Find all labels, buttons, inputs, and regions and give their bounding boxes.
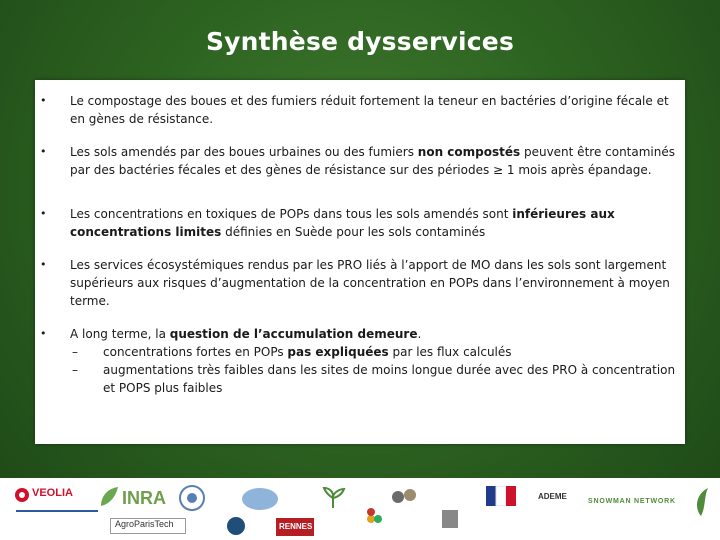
sub-bullet <box>70 361 678 397</box>
rennes-label: RENNES <box>279 522 313 531</box>
bullet-1-part-1: Le compostage des boues et des fumiers <box>70 94 317 108</box>
inra-logo <box>98 484 166 515</box>
bullet-text <box>70 256 678 310</box>
sub-1-part-3: par les flux calculés <box>388 345 512 359</box>
bullet-4-part-1: Les services écosystémiques rendus par les PRO liés à l’apport de MO dans les sols sont largement supérieurs aux risques d’augmentation de la concentration en POPs dans l’environnement à moyen terme. <box>70 258 670 308</box>
sub-1-part-1: concentrations fortes en POPs <box>103 345 288 359</box>
ademe-label: ADEME <box>538 492 567 501</box>
content-panel <box>35 80 685 444</box>
dash-marker: – <box>72 363 78 377</box>
bullet-2-part-3: peuvent être contaminés par des bactéries fécales et des gènes de résistance sur des périodes ≥ 1 mois après épandage. <box>70 145 676 177</box>
flower-logo-icon <box>358 506 384 532</box>
bullet-marker: • <box>40 207 47 220</box>
snowman-network-logo <box>588 490 676 508</box>
bullet-3-part-2: inférieures aux concentrations limites <box>70 207 615 239</box>
pebbles-logo-icon <box>390 486 424 508</box>
bullet-text <box>70 205 678 241</box>
partner-small-logo <box>16 510 98 528</box>
bullet-1-part-2: réduit fortement la teneur en bactéries d’origine fécale et en gènes de résistance. <box>70 94 669 126</box>
agroparistech-label: AgroParisTech <box>115 519 174 529</box>
bullet-marker: • <box>40 258 47 271</box>
dash-marker: – <box>72 345 78 359</box>
bullet-marker: • <box>40 94 47 107</box>
bullet-3-part-1: Les concentrations en toxiques de POPs dans tous les sols amendés sont <box>70 207 513 221</box>
bullet-2-part-1: Les sols amendés par des boues urbaines ou des fumiers <box>70 145 418 159</box>
bullet-3-part-3: définies en Suède pour les sols contaminés <box>221 225 486 239</box>
rennes-logo <box>276 518 314 536</box>
bullet-text <box>70 325 678 397</box>
ademe-logo <box>538 486 567 504</box>
blue-cloud-logo-icon <box>240 486 280 512</box>
partner-logo-strip <box>0 478 720 540</box>
bullet-text <box>70 143 678 179</box>
bullet-marker: • <box>40 327 47 340</box>
gray-emblem-icon <box>440 508 460 530</box>
sub-bullet <box>70 343 678 361</box>
republique-francaise-logo-icon <box>486 486 516 506</box>
leaf-swirl-logo-icon <box>690 484 712 518</box>
slide-title: Synthèse dysservices <box>205 27 515 56</box>
inra-label: INRA <box>122 488 166 508</box>
bullet-5-part-1: A long terme, la <box>70 327 170 341</box>
university-badge-icon <box>178 484 206 512</box>
bullet-5-part-2: question de l’accumulation demeure <box>169 327 418 341</box>
cirad-logo-icon <box>226 516 246 536</box>
veolia-label: VEOLIA <box>32 487 73 499</box>
bullet-5-part-3: . <box>417 327 422 341</box>
sub-1-part-2: pas expliquées <box>287 345 389 359</box>
inra-leaf-icon <box>98 484 120 510</box>
green-plant-logo-icon <box>318 484 348 510</box>
agroparistech-logo <box>110 518 186 534</box>
veolia-logo <box>14 486 74 509</box>
bullet-marker: • <box>40 145 47 158</box>
sub-2-part-1: augmentations très faibles dans les sites de moins longue durée avec des PRO à concentration et POPS plus faibles <box>103 363 676 395</box>
bullet-text <box>70 92 678 128</box>
snowman-label: SNOWMAN NETWORK <box>588 498 676 505</box>
bullet-2-part-2: non compostés <box>417 145 521 159</box>
